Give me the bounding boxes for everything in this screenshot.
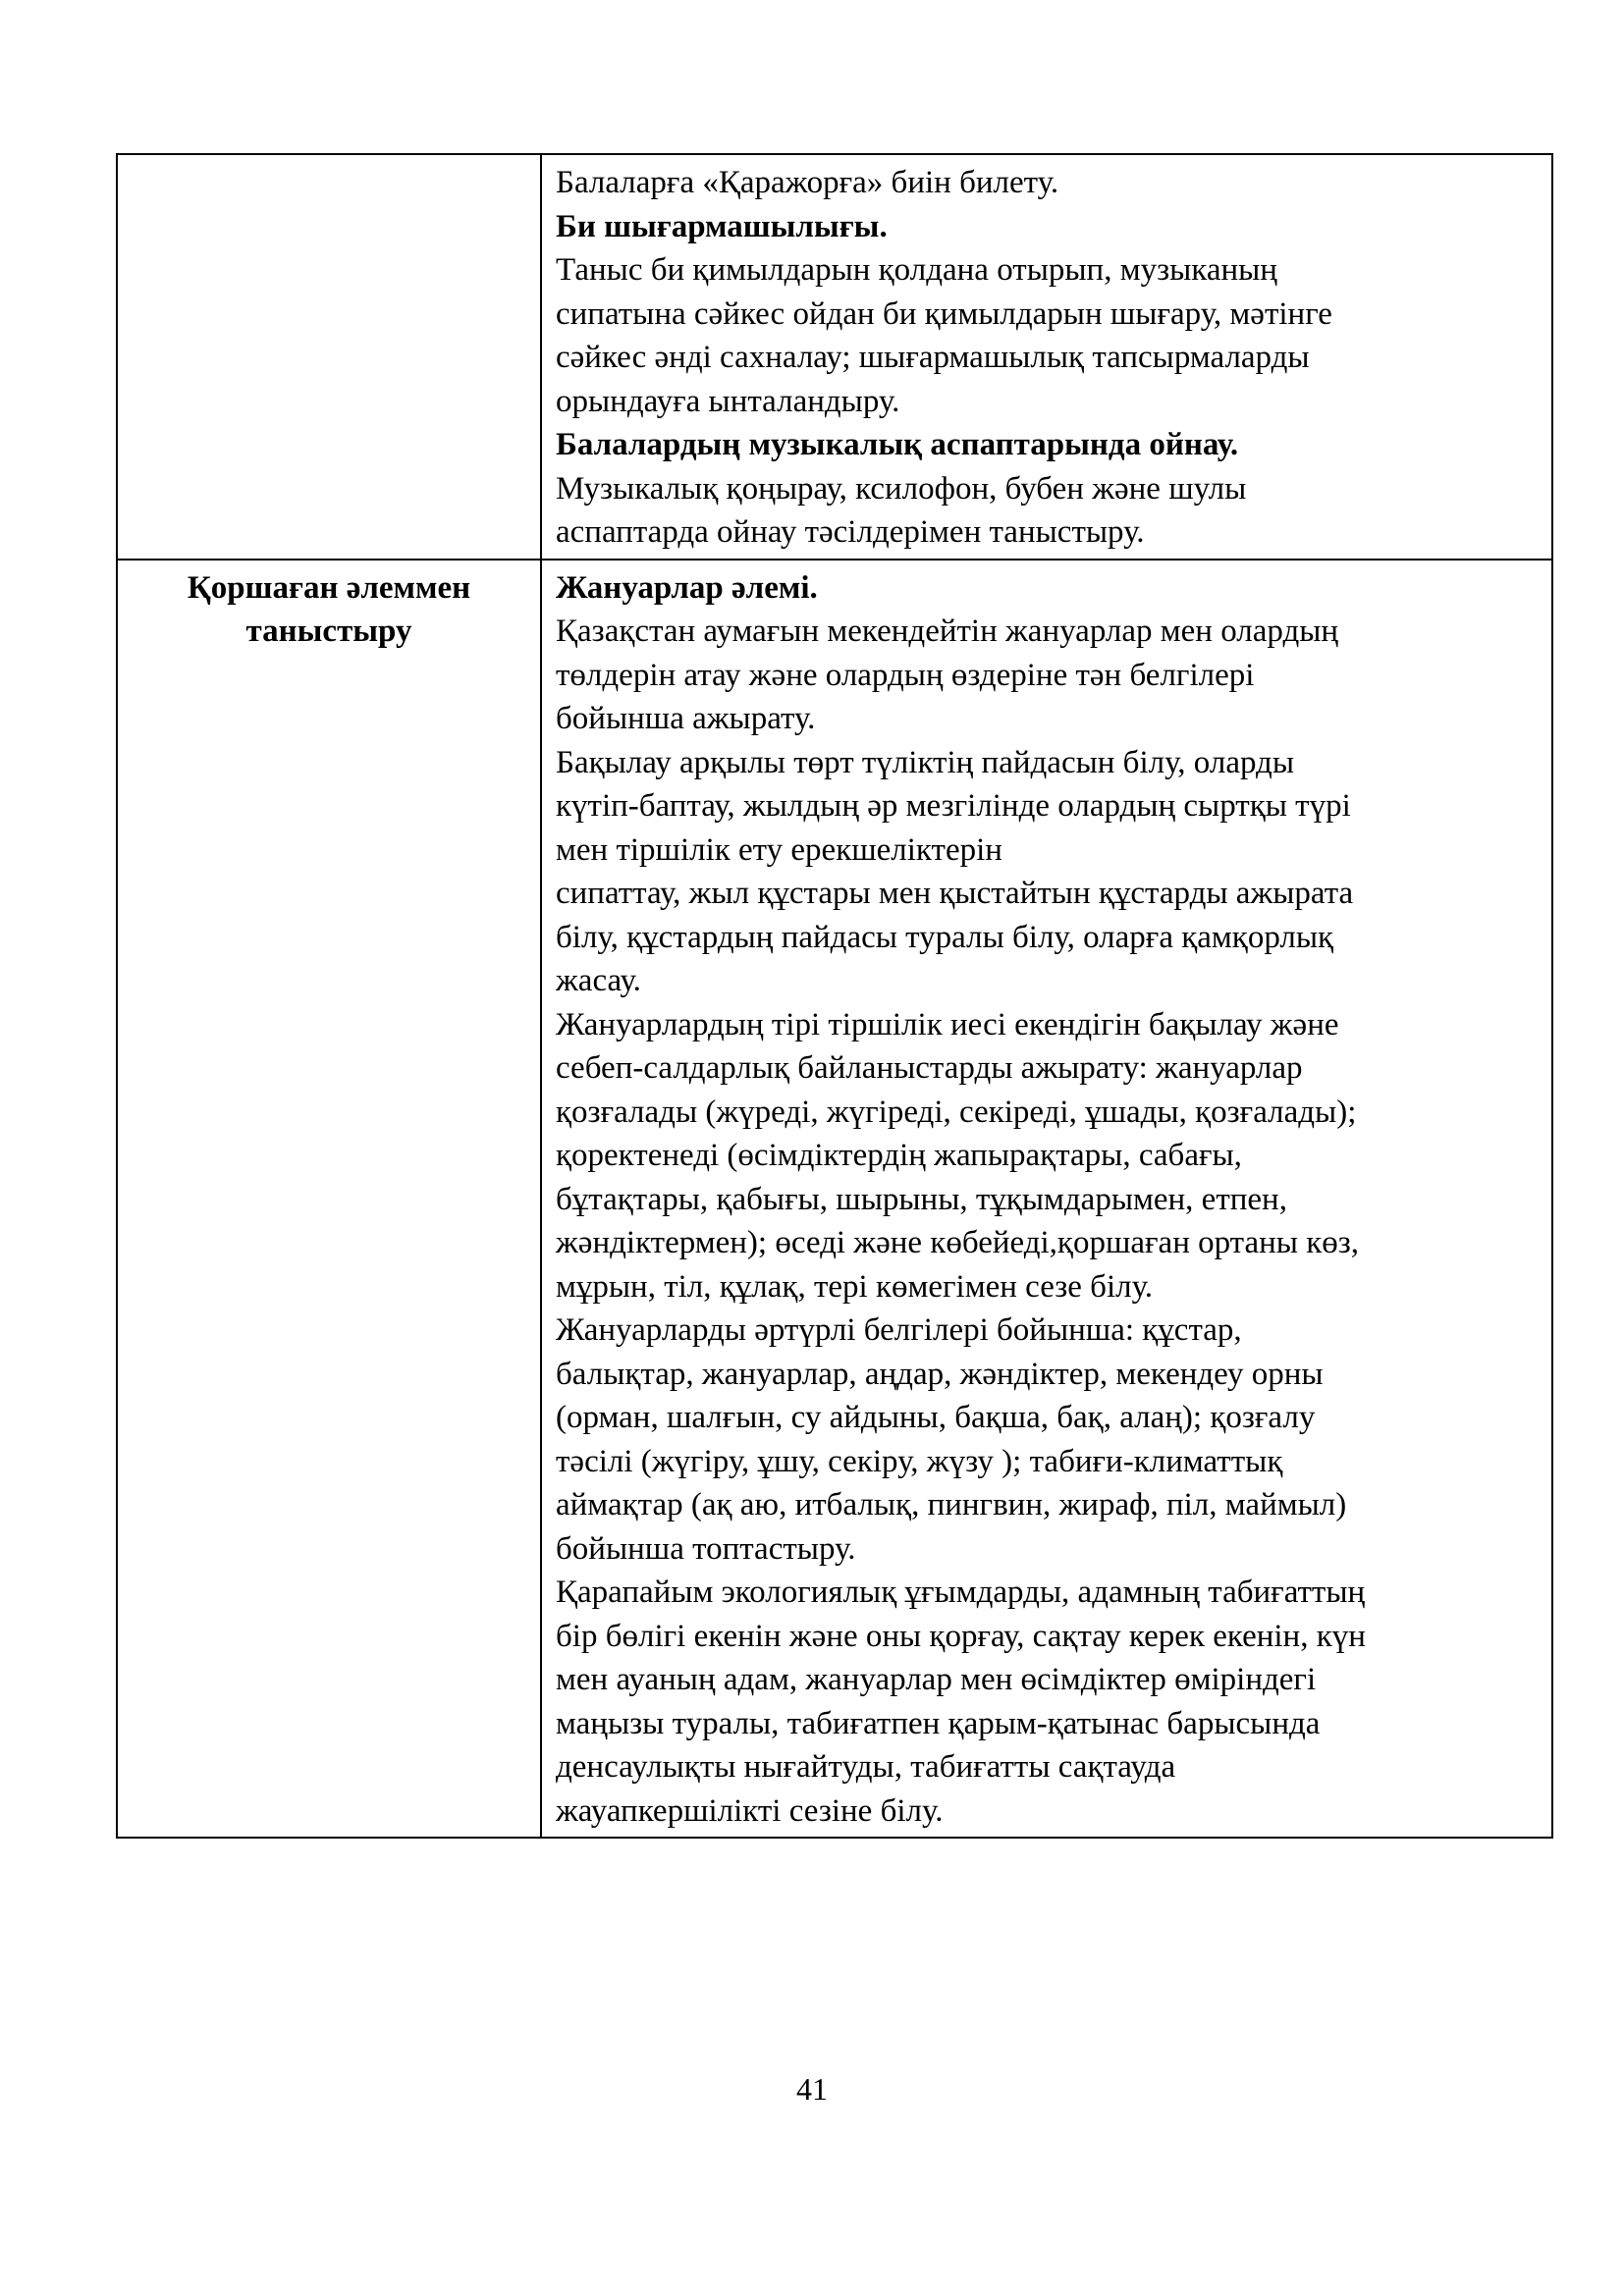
content-line: Музыкалық қоңырау, ксилофон, бубен және шулы: [556, 470, 1247, 507]
content-line: қоректенеді (өсімдіктердің жапырақтары, сабағы,: [556, 1138, 1242, 1173]
content-line: аймақтар (ақ аю, итбалық, пингвин, жираф, піл, маймыл): [556, 1487, 1347, 1522]
content-line: сипатына сәйкес ойдан би қимылдарын шығару, мәтінге: [556, 295, 1332, 332]
content-line: Қарапайым экологиялық ұғымдарды, адамның табиғаттың: [556, 1575, 1366, 1610]
content-line: қозғалады (жүреді, жүгіреді, секіреді, ұшады, қозғалады);: [556, 1094, 1357, 1130]
subject-cell: [117, 560, 541, 1839]
page-number: 41: [796, 2071, 828, 2107]
content-line: білу, құстардың пайдасы туралы білу, оларға қамқорлық: [556, 919, 1334, 955]
content-line: бұтақтары, қабығы, шырыны, тұқымдарымен, етпен,: [556, 1181, 1287, 1217]
content-line: бойынша ажырату.: [556, 701, 816, 736]
content-line: балықтар, жануарлар, аңдар, жәндіктер, мекендеу орны: [556, 1356, 1324, 1392]
content-line: себеп-салдарлық байланыстарды ажырату: жануарлар: [556, 1050, 1303, 1086]
content-line: Бақылау арқылы төрт түліктің пайдасын білу, оларды: [556, 744, 1295, 780]
content-line: бір бөлігі екенін және оны қорғау, сақтау керек екенін, күн: [556, 1618, 1366, 1654]
subject-cell: [117, 154, 541, 560]
content-line: Жануарлардың тірі тіршілік иесі екендігін бақылау және: [556, 1006, 1339, 1042]
content-line: Жануарлар әлемі.: [556, 569, 818, 606]
content-line: мұрын, тіл, құлақ, тері көмегімен сезе білу.: [556, 1268, 1154, 1305]
content-line: аспаптарда ойнау тәсілдерімен таныстыру.: [556, 514, 1145, 550]
content-line: денсаулықты нығайтуды, табиғатты сақтауда: [556, 1749, 1176, 1785]
content-line: мен ауаның адам, жануарлар мен өсімдіктер өміріндегі: [556, 1662, 1317, 1697]
content-line: Балаларға «Қаражорға» биін билету.: [556, 165, 1059, 200]
curriculum-table: [116, 153, 1553, 1839]
content-line: Би шығармашылығы.: [556, 208, 888, 244]
table-row: [117, 560, 1552, 1839]
content-line: төлдерін атау және олардың өздеріне тән белгілері: [556, 657, 1255, 693]
content-line: жәндіктермен); өседі және көбейеді,қоршаған ортаны көз,: [556, 1225, 1360, 1260]
table-row: [117, 154, 1552, 560]
content-line: (орман, шалғын, су айдыны, бақша, бақ, алаң); қозғалу: [556, 1400, 1316, 1435]
content-line: бойынша топтастыру.: [556, 1530, 856, 1567]
subject-label-line: Қоршаған әлеммен: [187, 569, 471, 606]
content-line: орындауға ынталандыру.: [556, 383, 900, 419]
content-line: Балалардың музыкалық аспаптарында ойнау.: [556, 427, 1239, 462]
content-line: маңызы туралы, табиғатпен қарым-қатынас барысында: [556, 1705, 1321, 1741]
content-line: мен тіршілік ету ерекшеліктерін: [556, 831, 1002, 868]
content-line: Таныс би қимылдарын қолдана отырып, музыканың: [556, 252, 1277, 288]
content-line: күтіп-баптау, жылдың әр мезгілінде олардың сыртқы түрі: [556, 788, 1351, 824]
content-line: сипаттау, жыл құстары мен қыстайтын құстарды ажырата: [556, 876, 1354, 911]
content-line: Жануарларды әртүрлі белгілері бойынша: құстар,: [556, 1312, 1242, 1348]
subject-label-line: таныстыру: [245, 614, 412, 649]
content-cell: [541, 154, 1552, 560]
content-cell: [541, 560, 1552, 1839]
content-line: жасау.: [556, 963, 641, 998]
content-line: сәйкес әнді сахналау; шығармашылық тапсырмаларды: [556, 340, 1310, 375]
content-line: тәсілі (жүгіру, ұшу, секіру, жүзу ); табиғи-климаттық: [556, 1443, 1283, 1479]
content-line: жауапкершілікті сезіне білу.: [556, 1792, 944, 1829]
content-line: Қазақстан аумағын мекендейтін жануарлар мен олардың: [556, 614, 1339, 649]
